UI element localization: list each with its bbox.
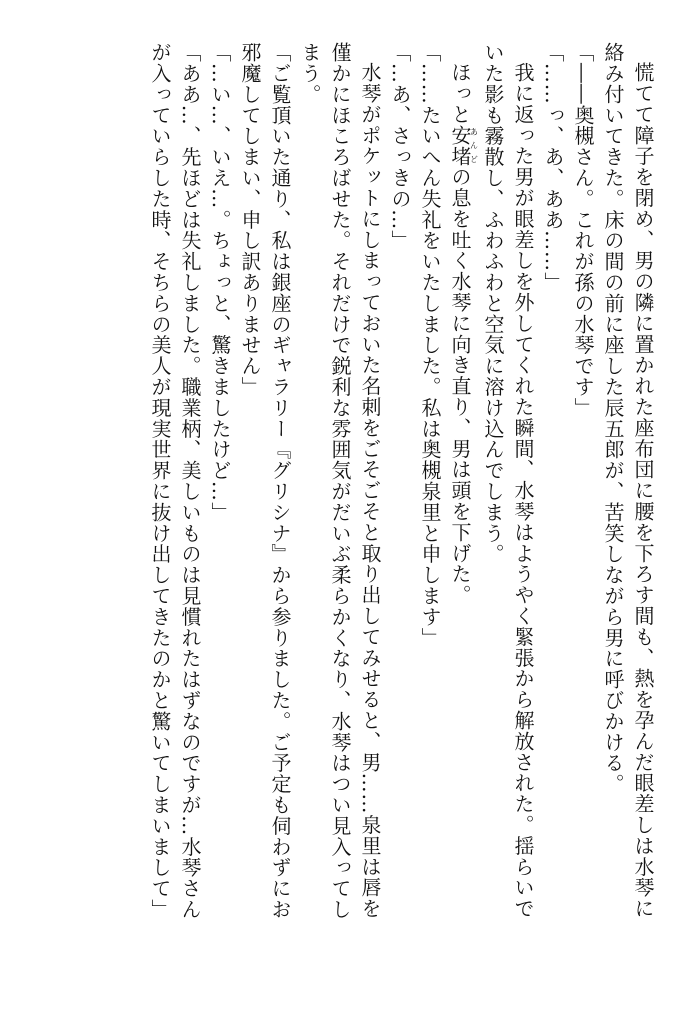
furigana-anzu [448,124,479,167]
text-line-11: 僅かにほころばせた。それだけで鋭利な雰囲気がだいぶ柔らかくなり、水琴はつい見入ってし [328,42,352,920]
text-line-10: 水琴がポケットにしまっておいた名刺をごそごそと取り出してみせると、男……泉里は唇を [358,62,382,919]
text-line-2: 絡み付いてきた。床の間の前に座した辰五郎が、苦笑しながら男に呼びかける。 [601,42,625,795]
text-line-7 [445,42,478,972]
text-line-16: 「ああ…、先ほどは失礼しました。職業柄、美しいものは見慣れたはずなのですが…水琴さん [178,42,202,920]
text-line-12: まう。 [298,42,322,105]
ruby-base: 安堵 [448,124,472,167]
text-line-6: いた影も霧散し、ふわふわと空気に溶け込んでしまう。 [481,42,505,565]
vertical-text-body [38,42,658,972]
text-line-7-after: の息を吐く水琴に向き直り、男は頭を下げた。 [448,166,472,606]
text-line-7-before: ほっと [448,62,472,125]
text-line-15: 「…い…、いえ…。ちょっと、驚きましたけど…」 [208,42,232,523]
text-line-5: 我に返った男が眼差しを外してくれた瞬間、水琴はようやく緊張から解放された。揺らいで [511,62,535,919]
text-line-1: 慌てて障子を閉め、男の隣に置かれた座布団に腰を下ろす間も、熱を孕んだ眼差しは水琴に [631,62,655,919]
text-line-3: 「――奥槻さん。これが孫の水琴です」 [571,42,595,419]
text-line-9: 「…あ、さっきの…」 [388,42,412,251]
text-line-14: 邪魔してしまい、申し訳ありません」 [238,42,262,398]
ruby-reading: あんど [469,124,479,167]
text-line-4: 「……っ、あ、ああ……」 [541,42,565,293]
text-line-8: 「……たいへん失礼をいたしました。私は奥槻泉里と申します」 [418,42,442,649]
text-line-13: 「ご覧頂いた通り、私は銀座のギャラリー『グリシナ』から参りました。ご予定も伺わずにお [268,42,292,920]
text-line-17: が入っていらした時、そちらの美人が現実世界に抜け出してきたのかと驚いてしまいまして」 [148,42,172,920]
